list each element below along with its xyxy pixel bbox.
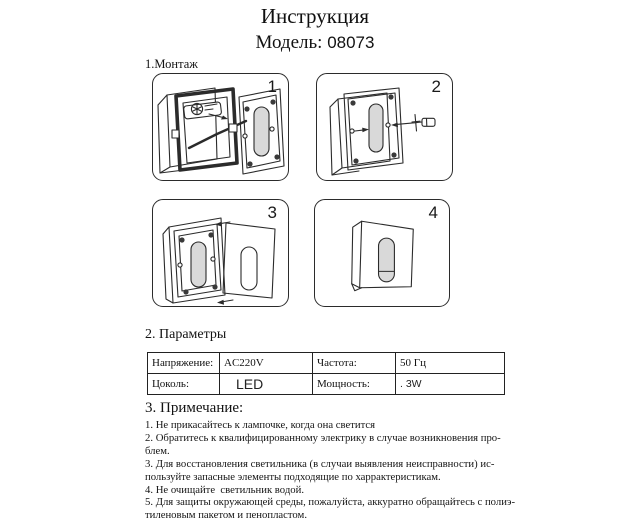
- montage-step-3-panel: [152, 199, 289, 307]
- montage-step-2-panel: [316, 73, 453, 181]
- step-number: 4: [428, 203, 438, 222]
- montage-step-4-panel: [314, 199, 450, 307]
- step-number: 1: [267, 77, 277, 96]
- param-label-frequency: Частота:: [313, 353, 396, 374]
- note-line: блем.: [145, 444, 170, 457]
- param-label-voltage: Напряжение:: [148, 353, 220, 374]
- notes-heading: 3. Примечание:: [145, 400, 244, 416]
- model-label: Модель:: [255, 32, 323, 53]
- note-line: 2. Обратитесь к квалифицированному электрику в случае возникновения про-: [145, 431, 501, 444]
- montage-step-1-panel: [152, 73, 289, 181]
- page-title: Инструкция: [260, 4, 370, 28]
- note-line: 5. Для защиты окружающей среды, пожалуйста, аккуратно обращайтесь с полиэ-: [145, 496, 516, 509]
- table-row: [148, 353, 505, 374]
- param-label-power: Мощность:: [313, 374, 396, 395]
- note-line: тиленовым пакетом и пенопластом.: [145, 509, 307, 522]
- note-line: 3. Для восстановления светильника (в случаи выявления неисправности) ис-: [145, 457, 495, 470]
- param-value-power: . 3W: [396, 374, 505, 395]
- step-number: 2: [431, 77, 441, 96]
- notes-list: [145, 419, 516, 522]
- step-number: 3: [267, 203, 277, 222]
- note-line: пользуйте запасные элементы подходящие по харрактеристикам.: [145, 470, 441, 483]
- param-value-frequency: 50 Гц: [396, 353, 505, 374]
- param-label-socket: Цоколь:: [148, 374, 220, 395]
- param-value-socket: LED: [220, 374, 313, 395]
- model-line: [0, 32, 630, 54]
- parameters-heading: 2. Параметры: [145, 327, 227, 342]
- parameters-table: [147, 352, 505, 395]
- note-line: 1. Не прикасайтесь к лампочке, когда она светится: [145, 419, 376, 431]
- model-number: 08073: [327, 33, 375, 52]
- param-value-voltage: AC220V: [220, 353, 313, 374]
- note-line: 4. Не очищайте светильник водой.: [145, 483, 304, 496]
- montage-heading: 1.Монтаж: [145, 57, 198, 71]
- table-row: [148, 374, 505, 395]
